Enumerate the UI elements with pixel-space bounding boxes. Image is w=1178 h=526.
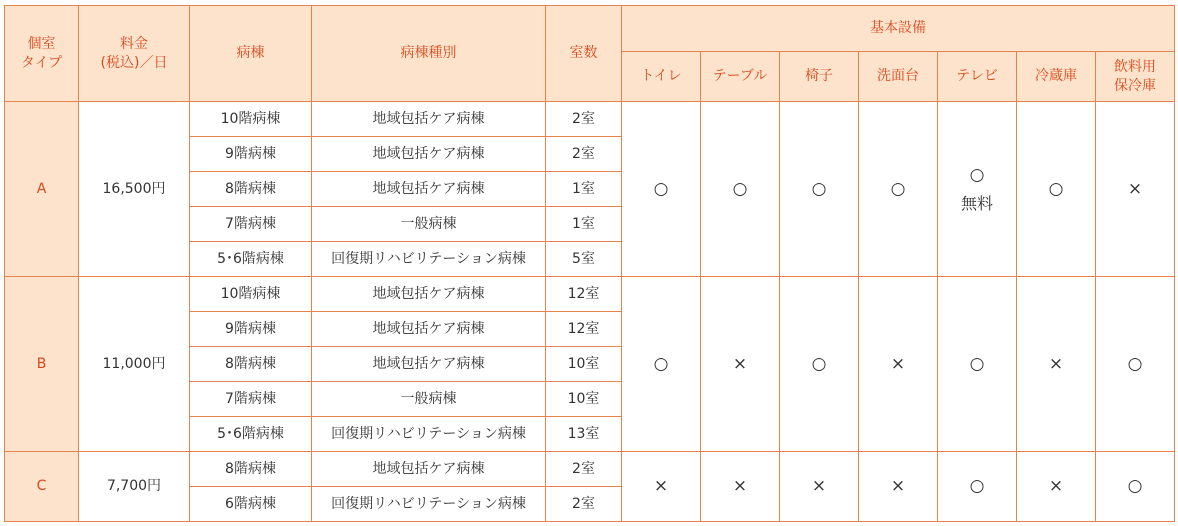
tv-mark-a: ○ bbox=[969, 164, 985, 185]
header-tv: テレビ bbox=[938, 52, 1017, 102]
tv-mark-c: ○ bbox=[938, 452, 1017, 522]
ward-cell: 8階病棟 bbox=[190, 347, 312, 382]
header-ward: 病棟 bbox=[190, 6, 312, 102]
ward-category-cell: 地域包括ケア病棟 bbox=[312, 452, 546, 487]
chair-mark-c: × bbox=[780, 452, 859, 522]
table-row bbox=[5, 102, 1175, 137]
ward-category-cell: 回復期リハビリテーション病棟 bbox=[312, 487, 546, 522]
ward-category-cell: 一般病棟 bbox=[312, 207, 546, 242]
drink-cooler-mark-c: ○ bbox=[1096, 452, 1175, 522]
ward-cell: 5･6階病棟 bbox=[190, 242, 312, 277]
table-mark-a: ○ bbox=[701, 102, 780, 277]
header-ward-category: 病棟種別 bbox=[312, 6, 546, 102]
tv-cell-a bbox=[938, 102, 1017, 277]
room-count-cell: 1室 bbox=[546, 172, 622, 207]
table-row bbox=[5, 452, 1175, 487]
room-count-cell: 10室 bbox=[546, 347, 622, 382]
toilet-mark-a: ○ bbox=[622, 102, 701, 277]
price-c: 7,700円 bbox=[79, 452, 190, 522]
chair-mark-a: ○ bbox=[780, 102, 859, 277]
refrigerator-mark-c: × bbox=[1017, 452, 1096, 522]
refrigerator-mark-b: × bbox=[1017, 277, 1096, 452]
ward-category-cell: 地域包括ケア病棟 bbox=[312, 137, 546, 172]
header-chair: 椅子 bbox=[780, 52, 859, 102]
ward-cell: 5･6階病棟 bbox=[190, 417, 312, 452]
ward-category-cell: 一般病棟 bbox=[312, 382, 546, 417]
drink-cooler-mark-b: ○ bbox=[1096, 277, 1175, 452]
header-price bbox=[79, 6, 190, 102]
ward-cell: 7階病棟 bbox=[190, 207, 312, 242]
room-type-c: C bbox=[5, 452, 79, 522]
room-count-cell: 1室 bbox=[546, 207, 622, 242]
ward-cell: 8階病棟 bbox=[190, 452, 312, 487]
ward-category-cell: 地域包括ケア病棟 bbox=[312, 102, 546, 137]
header-facilities: 基本設備 bbox=[622, 6, 1175, 52]
header-refrigerator: 冷蔵庫 bbox=[1017, 52, 1096, 102]
price-a: 16,500円 bbox=[79, 102, 190, 277]
room-type-b: B bbox=[5, 277, 79, 452]
ward-category-cell: 地域包括ケア病棟 bbox=[312, 312, 546, 347]
header-room-type-line2: タイプ bbox=[20, 54, 63, 71]
room-count-cell: 2室 bbox=[546, 137, 622, 172]
header-toilet: トイレ bbox=[622, 52, 701, 102]
ward-category-cell: 回復期リハビリテーション病棟 bbox=[312, 417, 546, 452]
header-room-type bbox=[5, 6, 79, 102]
drink-cooler-mark-a: × bbox=[1096, 102, 1175, 277]
header-drink-cooler-line1: 飲料用 bbox=[1114, 58, 1156, 75]
header-table: テーブル bbox=[701, 52, 780, 102]
header-price-line1: 料金 bbox=[120, 35, 148, 52]
ward-category-cell: 地域包括ケア病棟 bbox=[312, 347, 546, 382]
room-type-a: A bbox=[5, 102, 79, 277]
header-room-count: 室数 bbox=[546, 6, 622, 102]
room-count-cell: 13室 bbox=[546, 417, 622, 452]
table-mark-c: × bbox=[701, 452, 780, 522]
ward-category-cell: 回復期リハビリテーション病棟 bbox=[312, 242, 546, 277]
header-washbasin: 洗面台 bbox=[859, 52, 938, 102]
ward-cell: 9階病棟 bbox=[190, 137, 312, 172]
chair-mark-b: ○ bbox=[780, 277, 859, 452]
refrigerator-mark-a: ○ bbox=[1017, 102, 1096, 277]
private-room-fee-table bbox=[4, 5, 1175, 522]
ward-category-cell: 地域包括ケア病棟 bbox=[312, 172, 546, 207]
room-count-cell: 12室 bbox=[546, 312, 622, 347]
header-price-line2: (税込)／日 bbox=[100, 54, 168, 71]
header-drink-cooler-line2: 保冷庫 bbox=[1114, 77, 1156, 94]
room-count-cell: 2室 bbox=[546, 487, 622, 522]
room-count-cell: 2室 bbox=[546, 102, 622, 137]
washbasin-mark-c: × bbox=[859, 452, 938, 522]
toilet-mark-b: ○ bbox=[622, 277, 701, 452]
header-drink-cooler bbox=[1096, 52, 1175, 102]
ward-cell: 8階病棟 bbox=[190, 172, 312, 207]
table-mark-b: × bbox=[701, 277, 780, 452]
room-count-cell: 5室 bbox=[546, 242, 622, 277]
ward-cell: 9階病棟 bbox=[190, 312, 312, 347]
tv-mark-b: ○ bbox=[938, 277, 1017, 452]
tv-free-note: 無料 bbox=[960, 193, 993, 213]
ward-cell: 10階病棟 bbox=[190, 277, 312, 312]
washbasin-mark-a: ○ bbox=[859, 102, 938, 277]
ward-category-cell: 地域包括ケア病棟 bbox=[312, 277, 546, 312]
toilet-mark-c: × bbox=[622, 452, 701, 522]
room-count-cell: 12室 bbox=[546, 277, 622, 312]
header-room-type-line1: 個室 bbox=[27, 35, 56, 52]
table-row bbox=[5, 277, 1175, 312]
room-count-cell: 2室 bbox=[546, 452, 622, 487]
ward-cell: 10階病棟 bbox=[190, 102, 312, 137]
washbasin-mark-b: × bbox=[859, 277, 938, 452]
ward-cell: 6階病棟 bbox=[190, 487, 312, 522]
price-b: 11,000円 bbox=[79, 277, 190, 452]
ward-cell: 7階病棟 bbox=[190, 382, 312, 417]
room-count-cell: 10室 bbox=[546, 382, 622, 417]
